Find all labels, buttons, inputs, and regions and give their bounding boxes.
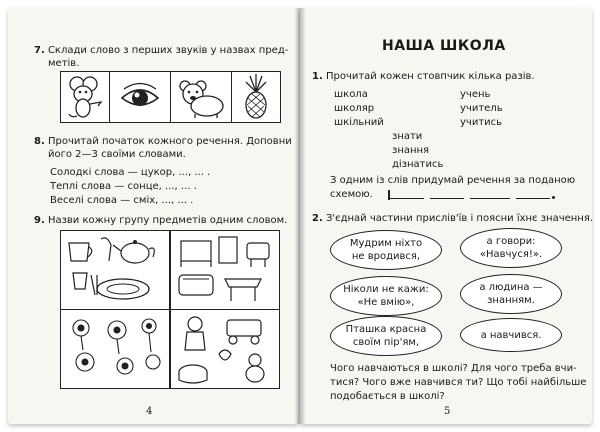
scheme-line1: З одним із слів придумай речення за поданою xyxy=(330,175,576,186)
group-furniture xyxy=(170,230,280,310)
proverb-start-1-line1: Мудрим ніхто xyxy=(349,238,423,249)
task8-line2: його 2—3 своїми словами. xyxy=(48,149,186,160)
picture-cell-bear xyxy=(170,71,232,123)
page-number-left: 4 xyxy=(146,406,153,417)
furniture-icon xyxy=(171,231,279,309)
task9-number: 9. xyxy=(34,215,45,226)
flowers-icon xyxy=(61,310,169,388)
group-toys xyxy=(170,309,280,389)
right-page xyxy=(300,8,592,424)
task8-number: 8. xyxy=(34,136,45,147)
proverb-start-1-line2: не вродився, xyxy=(351,251,421,262)
col1-word-1: школа xyxy=(334,89,368,100)
col2-word-2: учитель xyxy=(460,103,503,114)
proverb-start-3[interactable] xyxy=(330,316,442,356)
task1-instruction: Прочитай кожен стовпчик кілька разів. xyxy=(325,71,535,82)
scheme-period xyxy=(552,196,555,199)
proverb-start-2-line1: Ніколи не кажи: xyxy=(343,284,429,295)
proverb-end-2[interactable] xyxy=(460,274,562,314)
task8-line1: Прочитай початок кожного речення. Доповни xyxy=(47,136,292,147)
scheme-word-line-1 xyxy=(390,198,424,199)
sentence-cheerful: Веселі слова — сміх, ..., ... . xyxy=(50,195,194,206)
proverb-end-1-line2: «Навчуся!». xyxy=(479,249,543,260)
col2-word-1: учень xyxy=(460,89,491,100)
question-line1: Чого навчаються в школі? Для чого треба вчи- xyxy=(330,363,577,374)
scheme-word-line-3 xyxy=(470,198,510,199)
sentence-warm: Теплі слова — сонце, ..., ... . xyxy=(50,181,197,192)
dishes-icon xyxy=(61,231,169,309)
group-dishes xyxy=(60,230,170,310)
proverb-start-2-line2: «Не вмію», xyxy=(357,297,415,308)
task7-line2: метів. xyxy=(48,58,80,69)
task2-line1: З'єднай частини прислів'їв і поясни їхнє значення. xyxy=(325,213,594,224)
proverb-start-3-line2: своїм пір'ям, xyxy=(352,337,420,348)
col3-word-3: дізнатись xyxy=(392,159,444,170)
proverb-end-3[interactable] xyxy=(460,318,562,352)
task7-number: 7. xyxy=(34,45,45,56)
picture-cell-pineapple xyxy=(231,71,281,123)
proverb-end-2-line2: знанням. xyxy=(487,295,535,306)
sentence-sweet: Солодкі слова — цукор, ..., ... . xyxy=(50,167,211,178)
book-spine-shadow xyxy=(294,8,306,424)
group-flowers xyxy=(60,309,170,389)
scheme-word-line-2 xyxy=(430,198,464,199)
col2-word-3: учитись xyxy=(460,117,503,128)
col1-word-2: школяр xyxy=(334,103,375,114)
proverb-end-1[interactable] xyxy=(460,228,562,268)
proverb-start-1[interactable] xyxy=(330,230,442,270)
proverb-end-2-line1: а людина — xyxy=(479,282,543,293)
scheme-word-line-4 xyxy=(516,198,550,199)
page-number-right: 5 xyxy=(444,406,451,417)
task8-text xyxy=(34,135,292,149)
task7-line1: Склади слово з перших звуків у назвах пред- xyxy=(47,45,289,56)
bear-icon xyxy=(171,72,231,122)
task1-text xyxy=(312,70,535,84)
col1-word-3: шкільний xyxy=(334,117,384,128)
pineapple-icon xyxy=(232,72,280,122)
left-page xyxy=(8,8,298,424)
task9-line1: Назви кожну групу предметів одним словом. xyxy=(47,215,288,226)
proverb-start-2[interactable] xyxy=(330,276,442,316)
proverb-start-3-line1: Пташка красна xyxy=(345,324,427,335)
question-line3: подобається в школі? xyxy=(330,391,445,402)
question-line2: тися? Чого вже навчився ти? Що тобі найбільше xyxy=(330,377,587,388)
picture-cell-eye xyxy=(109,71,171,123)
task2-number: 2. xyxy=(312,213,323,224)
task7-text xyxy=(34,44,288,58)
toys-icon xyxy=(171,310,279,388)
task1-number: 1. xyxy=(312,71,323,82)
page-title: НАША ШКОЛА xyxy=(382,38,506,54)
task9-text xyxy=(34,214,287,228)
scheme-line2: схемою. xyxy=(330,189,373,200)
picture-cell-mouse xyxy=(60,71,110,123)
open-workbook xyxy=(8,8,592,424)
proverb-end-1-line1: а говори: xyxy=(486,236,536,247)
col3-word-2: знання xyxy=(392,145,430,156)
mouse-icon xyxy=(61,72,109,122)
eye-icon xyxy=(110,72,170,122)
proverb-end-3-line1: а навчився. xyxy=(480,329,542,341)
col3-word-1: знати xyxy=(392,131,423,142)
task2-text xyxy=(312,212,593,226)
